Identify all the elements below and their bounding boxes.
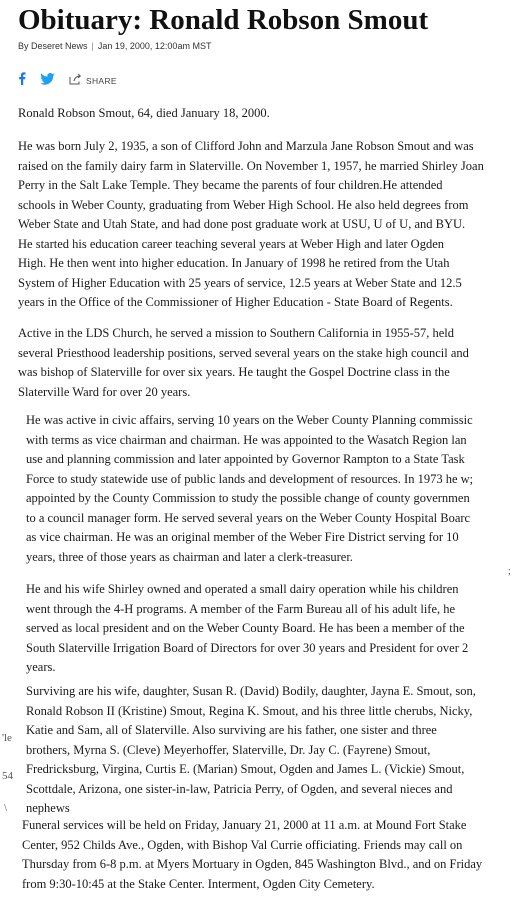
facebook-icon[interactable] bbox=[18, 72, 26, 90]
text-line: Ronald Robson II (Kristine) Smout, Regina K. Smout, and his three little cherubs, Nicky, bbox=[26, 703, 473, 718]
text-line: raised on the family dairy farm in Slaterville. On November 1, 1957, he married Shirley Joan bbox=[18, 158, 484, 173]
text-line: Katie and Sam, all of Slaterville. Also surviving are his father, one sister and three bbox=[26, 723, 437, 737]
text-line: Funeral services will be held on Friday, January 21, 2000 at 11 a.m. at Mound Fort Stake bbox=[22, 818, 467, 832]
stray-fragment: 54 bbox=[2, 770, 13, 782]
text-line: Scottdale, Arizona, one sister-in-law, Patricia Perry, of Ogden, and several nieces and bbox=[26, 781, 453, 796]
share-button[interactable] bbox=[69, 72, 117, 90]
text-line: with terms as vice chairman and chairman. He was appointed to the Wasatch Region lan bbox=[26, 432, 467, 447]
byline-separator: | bbox=[91, 41, 94, 51]
text-line: Weber State and Utah State, and had done post graduate work at USU, U of U, and BYU. bbox=[18, 217, 466, 231]
text-line: System of Higher Education with 25 years of service, 12.5 years at Weber State and 12.5 bbox=[18, 275, 462, 290]
text-line: to a council manager form. He served several years on the Weber County Hospital Boarc bbox=[26, 510, 471, 525]
twitter-icon[interactable] bbox=[40, 72, 55, 90]
text-line: South Slaterville Irrigation Board of Directors for over 30 years and President for over 2 bbox=[26, 640, 469, 655]
share-row bbox=[18, 72, 117, 90]
byline bbox=[18, 41, 211, 51]
text-line: Fredricksburg, Virgina, Curtis E. (Marian) Smout, Ogden and James L. (Vickie) Smout, bbox=[26, 762, 465, 776]
text-line: went through the 4-H programs. A member of the Farm Bureau all of his adult life, he bbox=[26, 601, 456, 616]
left-overlap-strip bbox=[0, 470, 14, 850]
text-line: schools in Weber County, graduating from Weber High School. He also held degrees from bbox=[18, 197, 469, 212]
text-line: Active in the LDS Church, he served a mission to Southern California in 1955-57, held bbox=[18, 326, 455, 340]
stray-fragment: ; bbox=[508, 566, 511, 577]
text-line: He was born July 2, 1935, a son of Clifford John and Marzula Jane Robson Smout and was bbox=[18, 139, 474, 153]
article-title: Obituary: Ronald Robson Smout bbox=[18, 4, 429, 36]
text-line: Force to study statewide use of public lands and development of resources. In 1973 he w; bbox=[26, 471, 474, 486]
text-line: High. He then went into higher education. In January of 1998 he retired from the Utah bbox=[18, 256, 450, 270]
share-label: SHARE bbox=[86, 76, 117, 86]
stray-fragment: 'le bbox=[2, 732, 12, 744]
text-line: as vice chairman. He was an original member of the Weber Fire District serving for 10 bbox=[26, 530, 459, 544]
text-line: served as local president and on the Weber County Board. He has been a member of the bbox=[26, 621, 465, 635]
text-line: use and planning commission and later appointed by Governor Rampton to a State Task bbox=[26, 452, 465, 466]
paragraph-3 bbox=[18, 324, 514, 402]
text-line: several Priesthood leadership positions, served several years on the stake high council and bbox=[18, 345, 469, 360]
text-line: years in the Office of the Commissioner of Higher Education - State Board of Regents. bbox=[18, 295, 453, 309]
byline-author: By Deseret News bbox=[18, 41, 88, 51]
paragraph-4 bbox=[26, 411, 505, 567]
text-line: Thursday from 6-8 p.m. at Myers Mortuary in Ogden, 845 Washington Blvd., and on Friday bbox=[22, 857, 483, 871]
stray-fragment: \ bbox=[4, 802, 8, 814]
text-line: Slaterville Ward for over 20 years. bbox=[18, 384, 191, 399]
text-line: was bishop of Slaterville for over six years. He taught the Gospel Doctrine class in the bbox=[18, 365, 450, 379]
text-line: Ronald Robson Smout, 64, died January 18, 2000. bbox=[18, 106, 270, 120]
text-line: He started his education career teaching several years at Weber High and later Ogden bbox=[18, 236, 445, 251]
text-line: brothers, Myrna S. (Cleve) Meyerhoffer, Slaterville, Dr. Jay C. (Fayrene) Smout, bbox=[26, 742, 431, 757]
text-line: appointed by the County Commission to study the possible change of county governmen bbox=[26, 491, 470, 505]
text-line: nephews bbox=[26, 801, 70, 815]
paragraph-6 bbox=[26, 682, 514, 819]
text-line: from 9:30-10:45 at the Stake Center. Interment, Ogden City Cemetery. bbox=[22, 876, 375, 891]
paragraph-2 bbox=[18, 137, 514, 313]
paragraph-7 bbox=[22, 816, 514, 894]
text-line: Perry in the Salt Lake Temple. They became the parents of four children.He attended bbox=[18, 178, 443, 192]
paragraph-5 bbox=[26, 580, 505, 678]
text-line: years, three of those years as chairman and later a clerk-treasurer. bbox=[26, 549, 353, 564]
text-line: years. bbox=[26, 660, 56, 674]
text-line: Surviving are his wife, daughter, Susan R. (David) Bodily, daughter, Jayna E. Smout, son, bbox=[26, 684, 476, 698]
share-icon bbox=[69, 72, 82, 90]
paragraph-1 bbox=[18, 104, 514, 124]
text-line: Center, 952 Childs Ave., Ogden, with Bishop Val Currie officiating. Friends may call on bbox=[22, 837, 463, 852]
text-line: He was active in civic affairs, serving 10 years on the Weber County Planning commissic bbox=[26, 413, 473, 427]
byline-date: Jan 19, 2000, 12:00am MST bbox=[97, 41, 212, 51]
text-line: He and his wife Shirley owned and operated a small dairy operation while his children bbox=[26, 582, 459, 596]
